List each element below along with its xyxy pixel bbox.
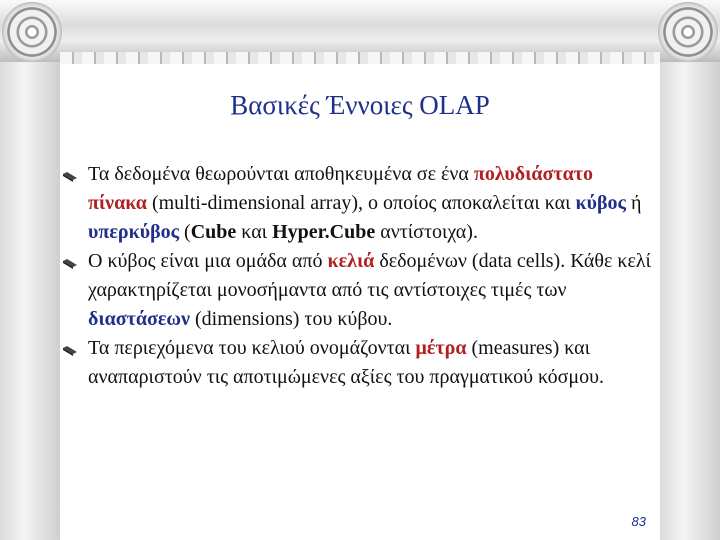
bullet-text: Τα δεδομένα θεωρούνται αποθηκευμένα σε ένα — [88, 163, 474, 185]
highlighted-term: Cube — [190, 221, 237, 243]
bullet-text: Ο κύβος είναι μια ομάδα από — [88, 250, 328, 272]
bullet-text: (multi-dimensional array), ο οποίος αποκαλείται και — [146, 192, 576, 214]
bullet-item — [62, 334, 656, 392]
right-pillar-decoration — [660, 62, 720, 540]
bullet-text: Τα περιεχόμενα του κελιού ονομάζονται — [88, 337, 416, 359]
highlighted-term: υπερκύβος — [88, 221, 180, 243]
page-number: 83 — [631, 514, 646, 529]
highlighted-term: κελιά — [327, 250, 375, 272]
arrow-bullet-icon — [62, 259, 78, 269]
bullet-text: (measures) και αναπαριστούν τις αποτιμώμενες αξίες του πραγματικού κόσμου. — [88, 337, 605, 388]
highlighted-term: Hyper.Cube — [272, 221, 376, 243]
bullet-text: και — [236, 221, 273, 243]
bullet-item — [62, 160, 656, 247]
highlighted-term: μέτρα — [415, 337, 467, 359]
left-pillar-decoration — [0, 62, 60, 540]
slide-title: Βασικές Έννοιες OLAP — [230, 90, 490, 120]
highlighted-term: διαστάσεων — [88, 308, 190, 330]
bullet-text: δεδομένων (data cells). Κάθε κελί χαρακτηρίζεται μονοσήμαντα από τις αντίστοιχες τιμές των — [88, 250, 651, 301]
volute-ornament-right-icon — [658, 2, 718, 62]
arrow-bullet-icon — [62, 346, 78, 356]
highlighted-term: πολυδιάστατο πίνακα — [88, 163, 594, 214]
bullet-text: αντίστοιχα). — [375, 221, 478, 243]
bullet-item — [62, 247, 656, 334]
highlighted-term: κύβος — [575, 192, 626, 214]
bullet-text: (dimensions) του κύβου. — [189, 308, 393, 330]
arrow-bullet-icon — [62, 172, 78, 182]
bullet-list — [62, 160, 656, 392]
volute-ornament-left-icon — [2, 2, 62, 62]
bullet-text: ( — [179, 221, 191, 243]
bullet-text: ή — [625, 192, 642, 214]
